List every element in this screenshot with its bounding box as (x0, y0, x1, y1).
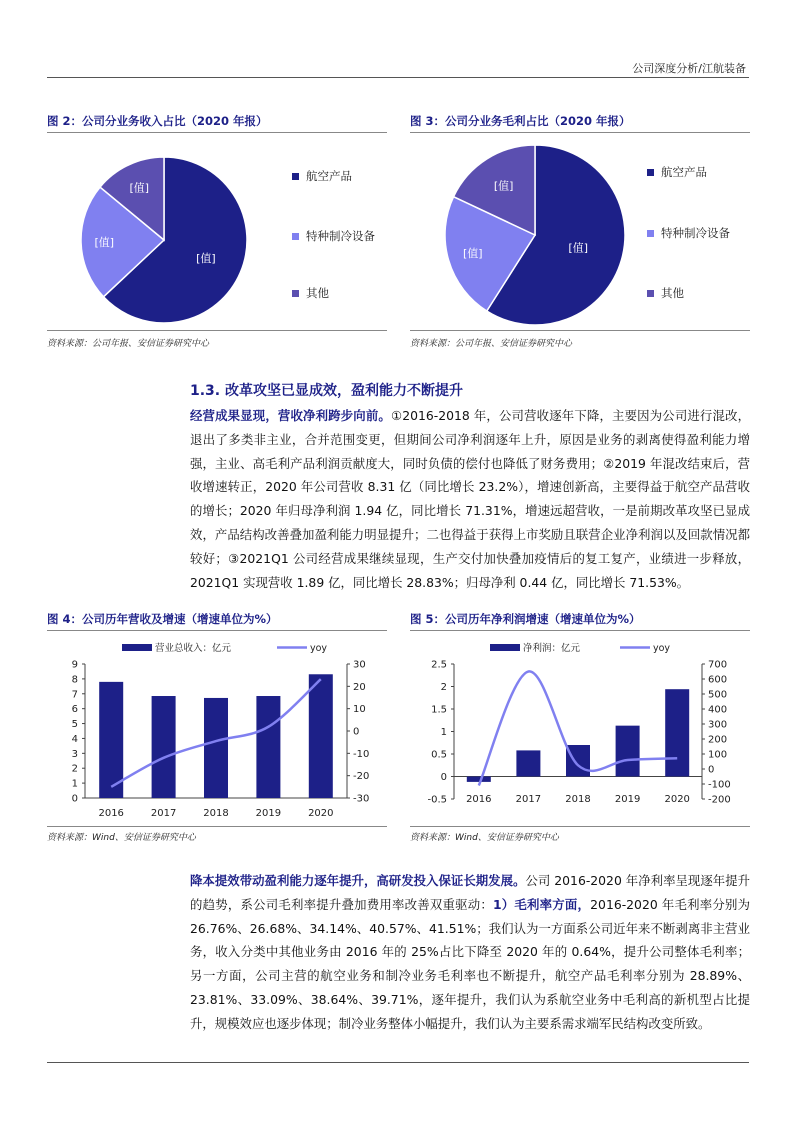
x-tick-label: 2019 (255, 808, 282, 819)
legend-label-bar: 净利润：亿元 (523, 643, 581, 654)
bar (467, 777, 491, 782)
fig3-legend-item (647, 285, 684, 301)
y2-tick-label: 600 (708, 674, 728, 686)
legend-label: 其他 (661, 286, 684, 300)
bar (566, 745, 590, 777)
legend-swatch-bar (490, 644, 520, 651)
paragraph-lead: 降本提效带动盈利能力逐年提升，高研发投入保证长期发展。 (190, 873, 526, 888)
y-tick-label: 7 (71, 689, 78, 701)
legend-swatch (647, 230, 654, 237)
y-tick-label: 2.5 (431, 659, 447, 671)
pie-data-label: [值] (568, 241, 589, 255)
y2-tick-label: 0 (353, 726, 360, 738)
bar (616, 726, 640, 777)
fig2-title-rule (47, 132, 387, 133)
legend-swatch-bar (122, 644, 152, 651)
y2-tick-label: 0 (708, 764, 715, 776)
fig5-chart (410, 634, 750, 824)
bar (204, 698, 228, 798)
fig5-title: 图 5：公司历年净利润增速（增速单位为%） (410, 612, 641, 626)
paragraph-sublead: 1）毛利率方面， (492, 896, 591, 912)
x-tick-label: 2020 (308, 808, 334, 819)
y-tick-label: 2 (71, 763, 78, 775)
legend-swatch (292, 233, 299, 240)
fig2-legend-item (292, 228, 375, 244)
x-tick-label: 2018 (203, 808, 229, 819)
y2-tick-label: 400 (708, 704, 728, 716)
paragraph-operating-results (190, 404, 750, 594)
y-tick-label: 0 (71, 793, 78, 805)
y-tick-label: 4 (71, 733, 78, 745)
x-tick-label: 2017 (515, 794, 542, 805)
legend-label-line: yoy (310, 643, 328, 654)
legend-label-line: yoy (653, 643, 671, 654)
pie-data-label: [值] (94, 235, 115, 249)
fig2-title: 图 2：公司分业务收入占比（2020 年报） (47, 114, 268, 128)
legend-label: 航空产品 (306, 169, 352, 183)
legend-label: 其他 (306, 286, 329, 300)
paragraph-profitability (190, 869, 750, 1036)
paragraph-body: ①2016-2018 年，公司营收逐年下降，主要因为公司进行混改，退出了多类非主业，合并范围变更，但期间公司净利润逐年上升，原因是业务的剥离使得盈利能力增强，主业、高毛利产品利润贡献度大，同时负债的偿付也降低了财务费用；②2019 年混改结束后，营收增速转正，2020 年公司营收 8.31 亿（同比增长 23.2%），增速创新高，主要得益于航空产品营收的增长；2020 年归母净利润 1.94 亿，同比增长 71.31%，增速远超营收，一是前期改革攻坚已显成效，产品结构改善叠加盈利能力明显提升；二也得益于获得上市奖励且联营企业净利润以及回款情况都较好；③2021Q1 公司经营成果继续显现，生产交付加快叠加疫情后的复工复产，业绩进一步释放，2021Q1 实现营收 1.89 亿，同比增长 28.83%；归母净利 0.44 亿，同比增长 71.53%。 (190, 408, 751, 590)
legend-swatch (292, 173, 299, 180)
paragraph-body: 2016-2020 年毛利率分别为 26.76%、26.68%、34.14%、40.57%、41.51%；我们认为一方面系公司近年来不断剥离非主营业务，收入分类中其他业务由 2016 年的 25%占比下降至 2020 年的 0.64%，提升公司整体毛利率；另一方面，公司主营的航空业务和制冷业务毛利率也不断提升，航空产品毛利率分别为 28.89%、23.81%、33.09%、38.64%、39.71%，逐年提升，我们认为系航空业务中毛利高的新机型占比提升，规模效应也逐步体现；制冷业务整体小幅提升，我们认为主要系需求端军民结构改变所致。 (190, 896, 751, 1031)
x-tick-label: 2016 (98, 808, 124, 819)
y-tick-label: 6 (71, 704, 78, 716)
x-tick-label: 2020 (664, 794, 690, 805)
paragraph-body: 公司 2016-2020 年净利率呈现逐年提升的趋势，系公司毛利率提升叠加费用率改善双重驱动： (190, 873, 751, 912)
legend-swatch (292, 290, 299, 297)
fig4-source: 资料来源：Wind、安信证券研究中心 (47, 833, 196, 843)
legend-label: 特种制冷设备 (661, 226, 730, 240)
y2-tick-label: -100 (708, 779, 731, 791)
fig4-title-rule (47, 630, 387, 631)
fig5-source: 资料来源：Wind、安信证券研究中心 (410, 833, 559, 843)
pie-data-label: [值] (493, 179, 514, 193)
y-tick-label: 8 (71, 674, 78, 686)
fig2-source: 资料来源：公司年报、安信证券研究中心 (47, 339, 210, 349)
fig4-chart (47, 634, 387, 824)
legend-label-bar: 营业总收入：亿元 (155, 643, 232, 654)
fig3-source: 资料来源：公司年报、安信证券研究中心 (410, 339, 573, 349)
y2-tick-label: 30 (353, 659, 366, 671)
fig3-title-rule (410, 132, 750, 133)
pie-data-label: [值] (462, 247, 483, 261)
y2-tick-label: -10 (353, 748, 370, 760)
pie-data-label: [值] (129, 181, 150, 195)
y2-tick-label: 300 (708, 719, 728, 731)
y-tick-label: -0.5 (427, 794, 447, 806)
fig4-bottom-rule (47, 826, 387, 827)
y2-tick-label: 500 (708, 689, 728, 701)
y2-tick-label: 100 (708, 749, 728, 761)
y2-tick-label: 20 (353, 681, 366, 693)
y-tick-label: 5 (71, 719, 78, 731)
legend-label: 航空产品 (661, 165, 707, 179)
y-tick-label: 9 (71, 659, 78, 671)
fig2-legend-item (292, 168, 352, 184)
fig5-title-rule (410, 630, 750, 631)
fig4-title: 图 4：公司历年营收及增速（增速单位为%） (47, 612, 278, 626)
y2-tick-label: 10 (353, 704, 366, 716)
bar (665, 689, 689, 776)
bar (152, 696, 176, 798)
page-header: 公司深度分析/江航装备 (632, 62, 746, 75)
x-tick-label: 2017 (150, 808, 177, 819)
x-tick-label: 2018 (565, 794, 591, 805)
fig3-legend-item (647, 164, 707, 180)
footer-rule (47, 1062, 749, 1063)
x-tick-label: 2016 (466, 794, 492, 805)
y-tick-label: 2 (440, 682, 447, 693)
y2-tick-label: 200 (708, 734, 728, 746)
y2-tick-label: -30 (353, 793, 370, 805)
legend-label: 特种制冷设备 (306, 229, 375, 243)
y-tick-label: 0 (440, 772, 447, 783)
y-tick-label: 1 (440, 727, 447, 738)
legend-swatch (647, 290, 654, 297)
y2-tick-label: -200 (708, 794, 731, 806)
paragraph-lead: 经营成果显现，营收净利跨步向前。 (190, 408, 391, 423)
bar (256, 696, 280, 798)
fig3-bottom-rule (410, 330, 750, 331)
fig3-title: 图 3：公司分业务毛利占比（2020 年报） (410, 114, 631, 128)
y2-tick-label: 700 (708, 659, 728, 671)
legend-swatch (647, 169, 654, 176)
header-rule (47, 77, 749, 78)
fig3-legend-item (647, 225, 730, 241)
pie-data-label: [值] (196, 252, 216, 266)
x-tick-label: 2019 (614, 794, 641, 805)
bar (309, 674, 333, 798)
y2-tick-label: -20 (353, 771, 370, 783)
y-tick-label: 1.5 (431, 704, 447, 716)
bar (516, 750, 540, 776)
fig5-bottom-rule (410, 826, 750, 827)
y-tick-label: 3 (71, 748, 78, 760)
y-tick-label: 0.5 (431, 749, 447, 761)
section-title: 1.3. 改革攻坚已显成效，盈利能力不断提升 (190, 383, 463, 399)
fig2-legend-item (292, 285, 329, 301)
fig2-bottom-rule (47, 330, 387, 331)
y-tick-label: 1 (71, 778, 78, 790)
